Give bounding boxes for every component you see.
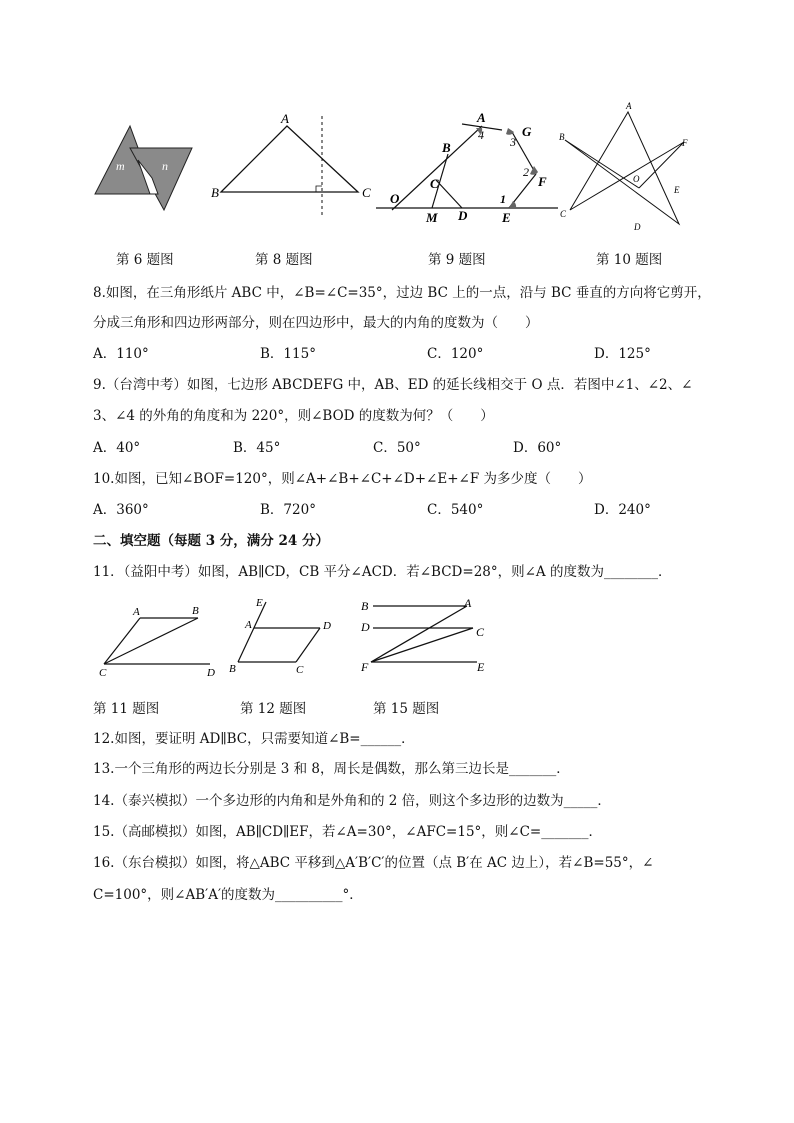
fig12-label-e: E (256, 597, 263, 609)
q10-option-d: D．240° (594, 502, 651, 518)
fig15-label-a: A (464, 596, 472, 610)
q8-option-d: D．125° (594, 346, 651, 362)
caption-fig11: 第 11 题图 (93, 701, 160, 717)
q8-option-c: C．120° (427, 346, 484, 362)
q9-option-d: D．60° (513, 440, 562, 456)
fig9-label-2: 2 (523, 165, 529, 179)
q10-line1: 10.如图，已知∠BOF=120°，则∠A+∠B+∠C+∠D+∠E+∠F 为多少度（ ） (93, 471, 592, 487)
fig8-label-a: A (281, 111, 289, 126)
q8-option-b: B．115° (260, 346, 316, 362)
fig12-label-d: D (323, 620, 331, 632)
fig15-label-e: E (477, 660, 485, 674)
q8-line1: 8.如图，在三角形纸片 ABC 中，∠B=∠C=35°，过边 BC 上的一点，沿与 BC 垂直的方向将它剪开， (93, 285, 711, 301)
caption-fig12: 第 12 题图 (240, 701, 307, 717)
q9-option-c: C．50° (373, 440, 421, 456)
caption-fig6: 第 6 题图 (116, 252, 174, 268)
figure-8 (205, 110, 375, 220)
fig15-label-f: F (361, 660, 369, 674)
fig9-label-m: M (426, 210, 438, 225)
figure-15 (355, 592, 505, 682)
q13-line: 13.一个三角形的两边长分别是 3 和 8，周长是偶数，那么第三边长是_______． (93, 761, 570, 777)
fig9-label-g: G (522, 124, 532, 139)
q8-line2: 分成三角形和四边形两部分，则在四边形中，最大的内角的度数为（ ） (93, 315, 539, 331)
fig10-label-f: F (682, 138, 688, 148)
q10-option-a: A．360° (93, 502, 149, 518)
fig11-label-d: D (207, 667, 215, 679)
fig9-label-1: 1 (500, 192, 506, 206)
fig10-label-d: D (634, 222, 641, 232)
figure-12 (226, 594, 346, 680)
q10-option-c: C．540° (427, 502, 484, 518)
fig9-label-c: C (430, 176, 439, 191)
q16-line1: 16.（东台模拟）如图，将△ABC 平移到△A′B′C′的位置（点 B′在 AC 边上），若∠B=55°，∠ (93, 855, 654, 871)
fig8-label-b: B (211, 185, 219, 200)
fig9-label-b: B (442, 140, 451, 155)
q9-option-a: A．40° (93, 440, 141, 456)
figure-10 (556, 100, 696, 235)
q14-line: 14.（泰兴模拟）一个多边形的内角和是外角和的 2 倍，则这个多边形的边数为_____． (93, 793, 611, 809)
q16-line2: C=100°，则∠AB′A′的度数为__________°． (93, 887, 363, 903)
fig11-label-b: B (192, 605, 199, 617)
fig6-label-m: m (116, 159, 125, 173)
fig10-label-c: C (560, 209, 567, 219)
fig11-label-a: A (133, 606, 140, 618)
figure-9 (372, 108, 562, 228)
q9-line1: 9.（台湾中考）如图，七边形 ABCDEFG 中，AB、ED 的延长线相交于 O 点．若图中∠1、∠2、∠ (93, 377, 693, 393)
q9-line2: 3、∠4 的外角的角度和为 220°，则∠BOD 的度数为何？（ ） (93, 408, 494, 424)
fig9-label-a: A (477, 110, 486, 125)
figure-11 (94, 600, 224, 680)
q15-line: 15.（高邮模拟）如图，AB∥CD∥EF，若∠A=30°，∠AFC=15°，则∠C=_______． (93, 824, 602, 840)
fig15-label-c: C (476, 625, 485, 639)
fig12-label-b: B (229, 663, 236, 675)
caption-fig10: 第 10 题图 (596, 252, 663, 268)
fig15-label-d: D (361, 620, 370, 634)
caption-fig8: 第 8 题图 (255, 252, 313, 268)
caption-fig9: 第 9 题图 (428, 252, 486, 268)
section-2-title: 二、填空题（每题 3 分，满分 24 分） (93, 533, 329, 549)
q11-line: 11．（益阳中考）如图，AB∥CD，CB 平分∠ACD．若∠BCD=28°，则∠A 的度数为________． (93, 564, 672, 580)
figure-6 (92, 120, 197, 215)
q10-option-b: B．720° (260, 502, 316, 518)
fig6-label-n: n (162, 159, 168, 173)
fig9-label-f: F (538, 174, 547, 189)
fig15-label-b: B (361, 599, 369, 613)
fig10-label-a: A (626, 101, 632, 111)
fig10-label-b: B (559, 132, 565, 142)
fig10-label-e: E (674, 185, 680, 195)
fig8-label-c: C (362, 185, 371, 200)
fig12-label-c: C (296, 664, 304, 676)
fig9-label-d: D (458, 208, 468, 223)
fig9-label-e: E (502, 210, 511, 225)
fig9-label-o: O (390, 191, 400, 206)
fig12-label-a: A (245, 619, 252, 631)
q12-line: 12.如图，要证明 AD∥BC，只需要知道∠B=______． (93, 731, 415, 747)
fig10-label-o: O (633, 174, 640, 184)
caption-fig15: 第 15 题图 (373, 701, 440, 717)
fig9-label-3: 3 (510, 135, 516, 149)
fig9-label-4: 4 (478, 128, 484, 142)
fig11-label-c: C (99, 667, 107, 679)
q9-option-b: B．45° (233, 440, 281, 456)
q8-option-a: A．110° (93, 346, 149, 362)
